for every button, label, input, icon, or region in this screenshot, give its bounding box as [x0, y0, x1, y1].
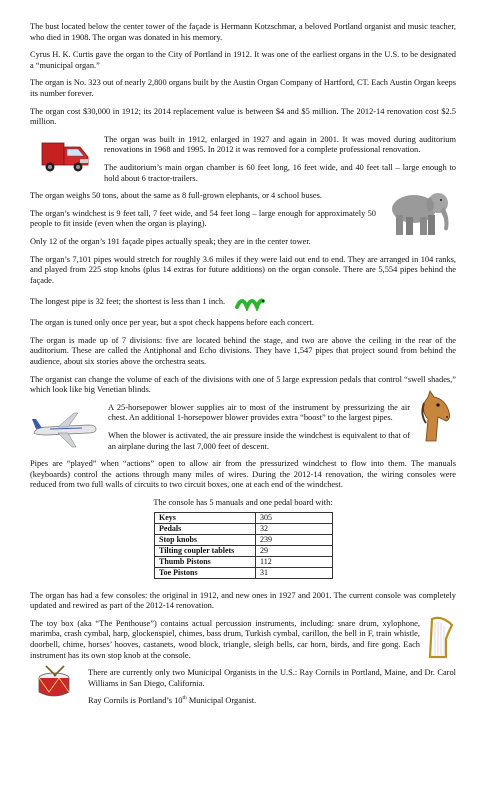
paragraph: The organ’s 7,101 pipes would stretch for roughly 3.6 miles if they were laid out end to end. They are arranged in 104 ranks, and played from 225 stop knobs (plus 14 extras for future additions) on the organ console. There are 5,554 pipes behind the façade. [30, 254, 456, 285]
paragraph: Only 12 of the organ’s 191 façade pipes actually speak; they are in the center tower. [30, 236, 311, 246]
paragraph: The toy box (aka “The Penthouse”) contains actual percussion instruments, including: snare drum, xylophone, marimba, crash cymbal, harp, glockenspiel, chimes, bass drum, Turkish cymbal, carillon, the bell in F, train whistle, doorbell, chime, horses’ hooves, castanets, wood block, triangle, sleigh bells, car horn, birds, and fire gong. Each instrument has its own stop knob at the console. [30, 618, 420, 660]
paragraph: The organist can change the volume of each of the divisions with one of 5 large expression pedals that control “swell shades,” which look like big Venetian blinds. [30, 374, 456, 395]
table-row [155, 523, 333, 534]
elephant-section [30, 191, 456, 254]
paragraph: There are currently only two Municipal Organists in the U.S.: Ray Cornils in Portland, Maine, and Dr. Carol Williams in San Diego, California. [88, 668, 456, 688]
paragraph [88, 696, 456, 707]
paragraph: When the blower is activated, the air pressure inside the windchest is equivalent to that of an airplane during the last 7,000 feet of descent. [108, 431, 410, 451]
paragraph: The longest pipe is 32 feet; the shortest is less than 1 inch. [30, 296, 226, 306]
truck-icon [40, 137, 92, 175]
table-row [155, 556, 333, 567]
table-row [155, 534, 333, 545]
worm-section [30, 293, 456, 311]
airplane-icon [30, 411, 98, 451]
paragraph: The organ has had a few consoles: the original in 1912, and new ones in 1927 and 2001. The current console was completely updated and rewired as part of the 2012-14 renovation. [30, 590, 456, 611]
table-cell-value: 32 [256, 523, 333, 534]
table-cell-value: 239 [256, 534, 333, 545]
toybox-section [30, 619, 456, 661]
paragraph: A 25-horsepower blower supplies air to most of the instrument by pressurizing the air chest. An additional 1-horsepower blower provides extra “boost” to the largest pipes. [108, 402, 410, 423]
ordinal-suffix: th [182, 695, 187, 702]
table-cell-label: Toe Pistons [155, 567, 256, 578]
organist-section [30, 668, 456, 707]
table-row [155, 545, 333, 556]
drum-icon [34, 664, 74, 702]
table-cell-value: 31 [256, 567, 333, 578]
table-cell-label: Pedals [155, 523, 256, 534]
table-cell-label: Thumb Pistons [155, 556, 256, 567]
table-cell-value: 112 [256, 556, 333, 567]
blower-section [30, 403, 456, 452]
paragraph: The bust located below the center tower of the façade is Hermann Kotzschmar, a beloved Portland organist and music teacher, who died in 1908. The organ was donated in his memory. [30, 22, 456, 42]
table-cell-label: Keys [155, 512, 256, 523]
table-cell-label: Stop knobs [155, 534, 256, 545]
table-row [155, 512, 333, 523]
text-fragment: Municipal Organist. [186, 696, 257, 706]
harp-icon [426, 615, 456, 659]
paragraph: Cyrus H. K. Curtis gave the organ to the City of Portland in 1912. It was one of the earliest organs in the U.S. to be designated a “municipal organ.” [30, 50, 456, 70]
paragraph: The organ’s windchest is 9 feet tall, 7 feet wide, and 54 feet long – large enough for approximately 50 people to fit inside (even when the organ is playing). [30, 208, 376, 229]
paragraph: The organ is made up of 7 divisions: five are located behind the stage, and two are above the ceiling in the rear of the auditorium. These are called the Antiphonal and Echo divisions. They have 1,547 pipes that project sound from behind the audience, about six stories above the orchestra seats. [30, 335, 456, 367]
table-row [155, 567, 333, 578]
truck-section [30, 135, 456, 184]
table-cell-value: 29 [256, 545, 333, 556]
paragraph: The auditorium’s main organ chamber is 60 feet long, 16 feet wide, and 40 feet tall – large enough to hold about 6 tractor-trailers. [104, 162, 456, 183]
paragraph: The organ is No. 323 out of nearly 2,800 organs built by the Austin Organ Company of Hartford, CT. Each Austin Organ keeps its number forever. [30, 78, 456, 98]
worm-icon [235, 293, 265, 311]
paragraph: Pipes are “played” when “actions” open to allow air from the pressurized windchest to flow into them. The manuals (keyboards) control the actions through many miles of wires. During the 2012-14 renovation, the wiring consoles were reduced from two full walls of circuits to two circuit boxes, one at each end of the windchest. [30, 459, 456, 490]
table-cell-value: 305 [256, 512, 333, 523]
console-table [154, 512, 333, 579]
document-page [30, 22, 456, 714]
paragraph: The organ was built in 1912, enlarged in 1927 and again in 2001. It was moved during auditorium renovations in 1968 and 1995. In 2012 it was removed for a complete professional renovation. [104, 134, 456, 155]
paragraph: The organ is tuned only once per year, but a spot check happens before each concert. [30, 318, 314, 328]
table-cell-label: Tilting coupler tablets [155, 545, 256, 556]
table-caption: The console has 5 manuals and one pedal board with: [153, 498, 333, 507]
horse-icon [416, 389, 456, 443]
elephant-icon [380, 185, 456, 241]
paragraph: The organ cost $30,000 in 1912; its 2014 replacement value is between $4 and $5 million. The 2012-14 renovation cost $2.5 million. [30, 106, 456, 127]
text-fragment: Ray Cornils is Portland’s 10 [88, 696, 183, 706]
paragraph: The organ weighs 50 tons, about the same as 8 full-grown elephants, or 4 school buses. [30, 191, 322, 201]
